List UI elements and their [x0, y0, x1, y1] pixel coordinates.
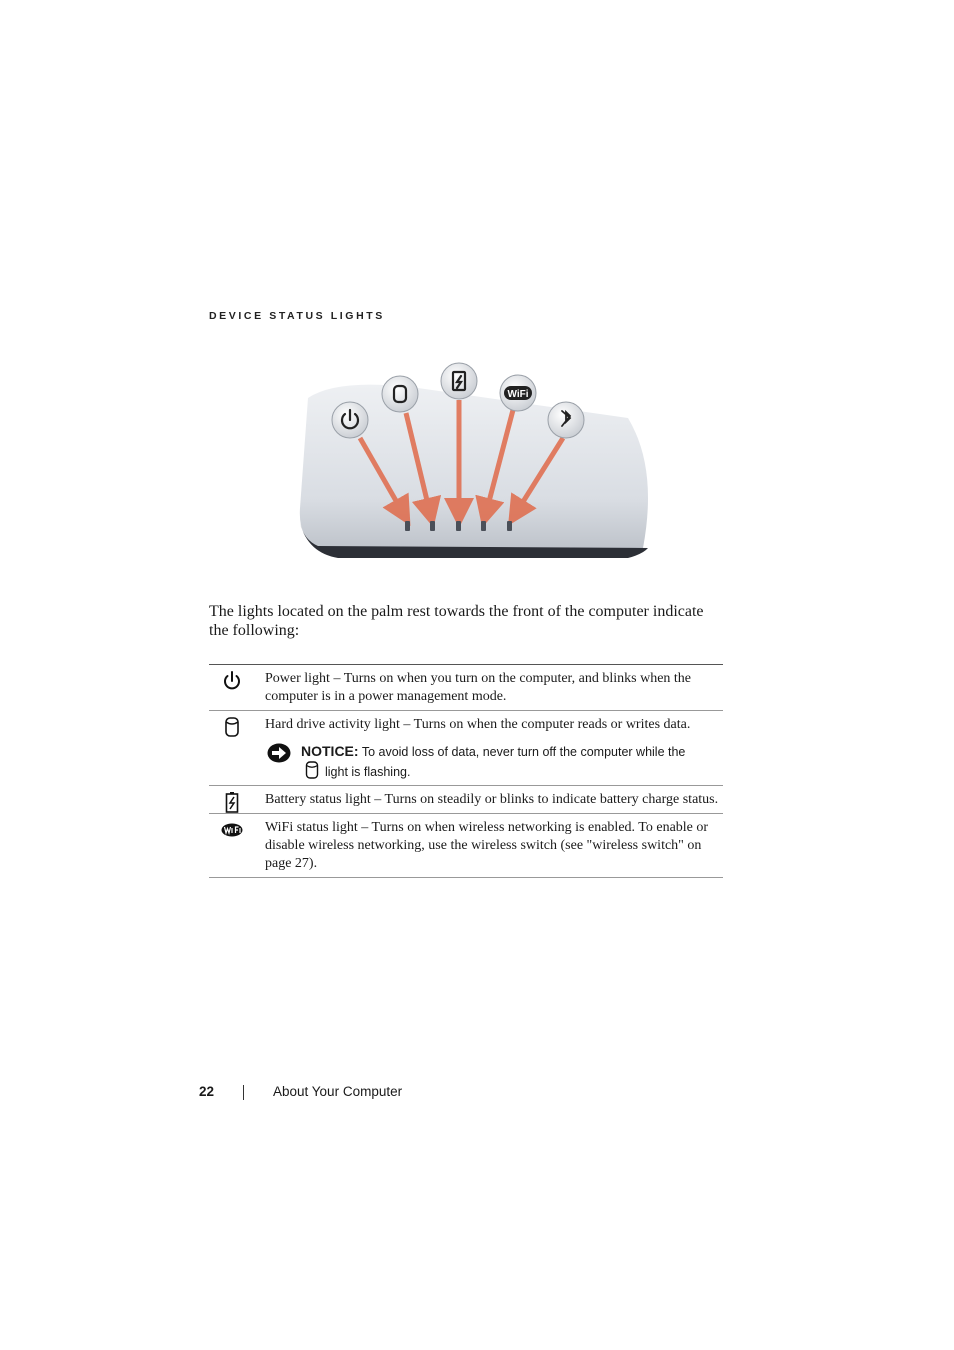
- intro-paragraph: The lights located on the palm rest towards the front of the computer indicate the following:: [209, 603, 704, 639]
- hard-drive-bubble: [382, 376, 418, 412]
- wifi-badge-label: WiFi: [507, 389, 529, 400]
- footer-title: About Your Computer: [273, 1084, 403, 1099]
- hard-drive-icon: [305, 761, 319, 779]
- wifi-light-description: WiFi status light – Turns on when wireless networking is enabled. To enable or disable wireless networking, use the wireless switch (see "wireless switch" on page 27).: [265, 820, 709, 871]
- section-heading: DEVICE STATUS LIGHTS: [209, 310, 385, 322]
- table-row-battery: [209, 786, 723, 814]
- table-row-wifi: [209, 814, 723, 878]
- footer-separator: [243, 1085, 244, 1100]
- wifi-icon: [221, 819, 243, 841]
- notice-block: [265, 742, 723, 781]
- notice-label: NOTICE:: [301, 743, 359, 759]
- status-lights-table: [209, 664, 723, 878]
- notice-text-before: To avoid loss of data, never turn off the computer while the: [361, 745, 686, 759]
- hard-drive-icon: [221, 716, 243, 738]
- notice-arrow-icon: [267, 743, 291, 763]
- battery-icon: [221, 791, 243, 813]
- power-icon: [221, 670, 243, 692]
- status-lights-illustration: [298, 358, 658, 568]
- table-row-hard-drive: [209, 711, 723, 786]
- notice-text-after: light is flashing.: [325, 765, 411, 779]
- power-light-description: Power light – Turns on when you turn on the computer, and blinks when the computer is in a power management mode.: [265, 671, 692, 704]
- battery-light-description: Battery status light – Turns on steadily or blinks to indicate battery charge status.: [265, 792, 719, 807]
- table-row-power: [209, 665, 723, 711]
- page-number: 22: [199, 1084, 215, 1099]
- hard-drive-light-description: Hard drive activity light – Turns on when the computer reads or writes data.: [265, 717, 691, 732]
